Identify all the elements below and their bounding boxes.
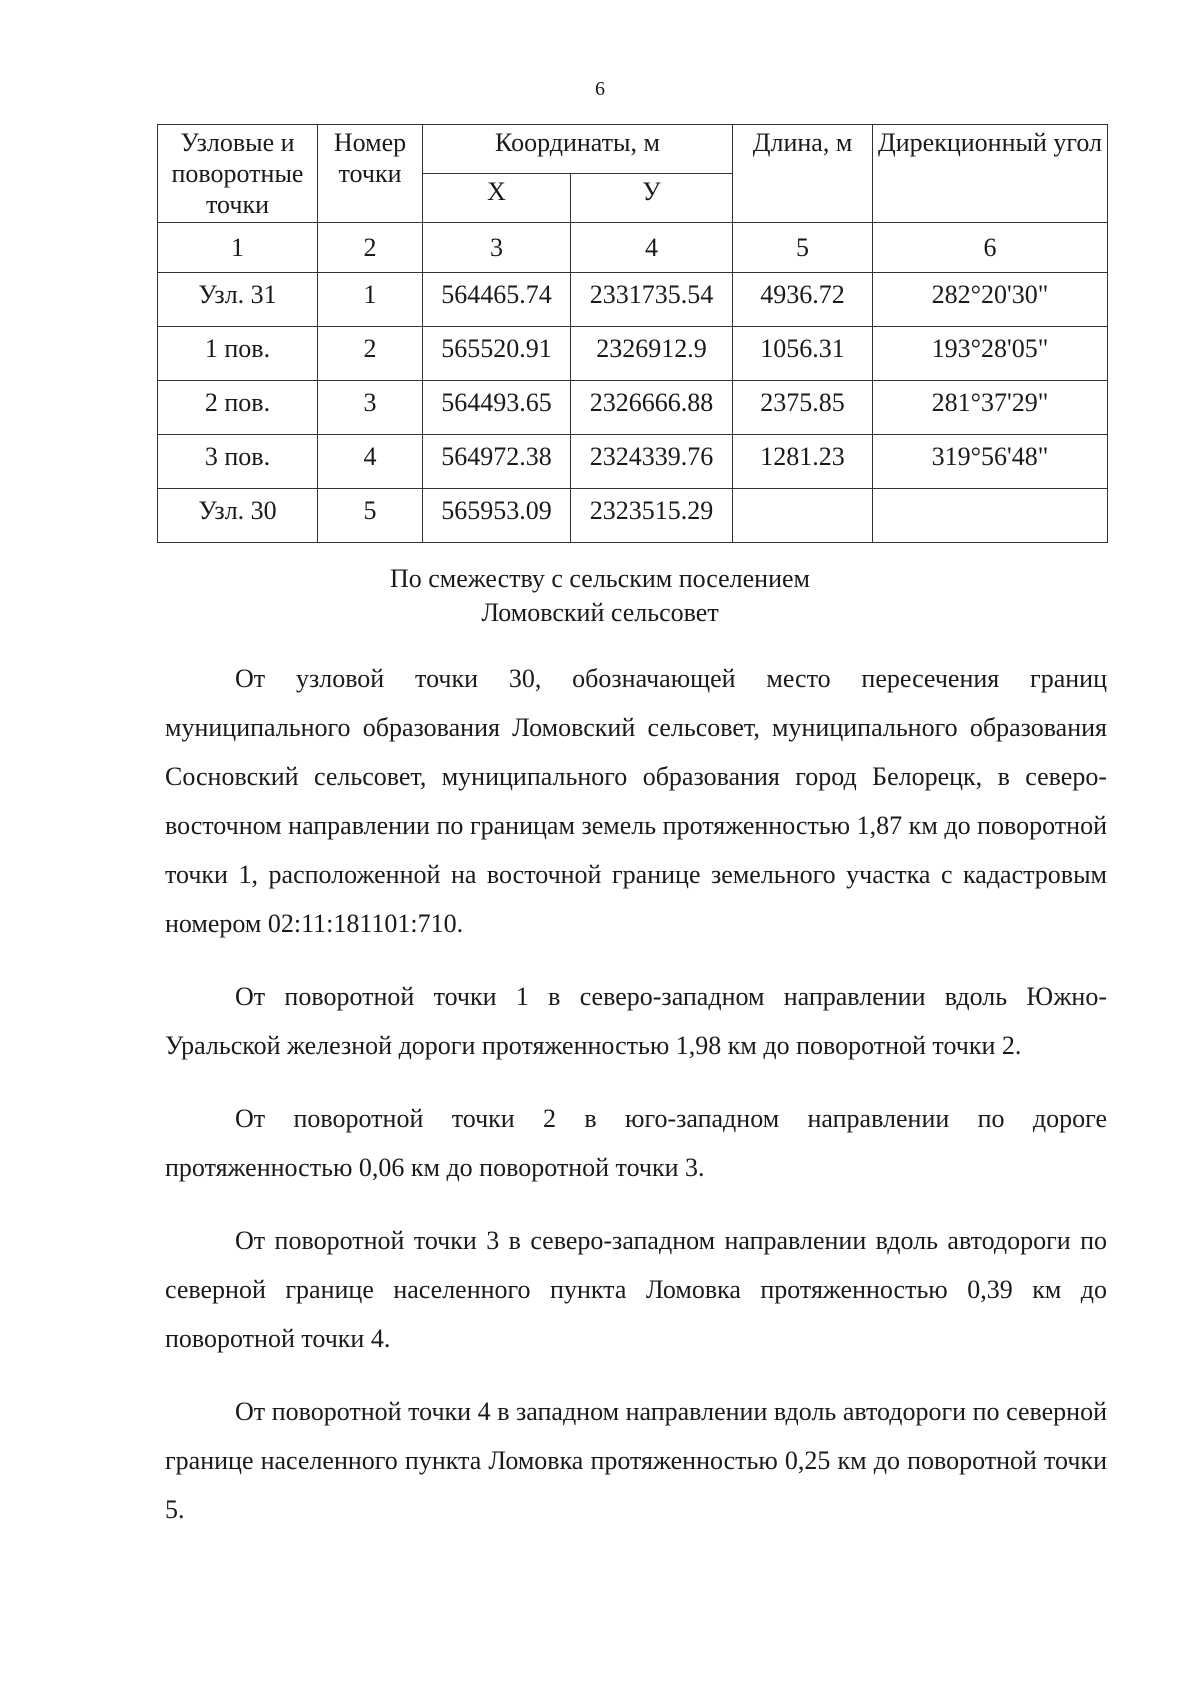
header-x: Х [423,174,571,223]
cell-x: 564493.65 [423,381,571,435]
table-row [158,435,1108,489]
coordinates-table [157,124,1108,543]
header-y: У [571,174,733,223]
cell-angle: 319°56'48" [873,435,1108,489]
column-number: 3 [423,223,571,273]
header-coordinates: Координаты, м [423,125,733,174]
cell-y: 2324339.76 [571,435,733,489]
cell-y: 2331735.54 [571,273,733,327]
cell-length: 1281.23 [733,435,873,489]
cell-y: 2326912.9 [571,327,733,381]
cell-angle [873,489,1108,543]
cell-point: 1 пов. [158,327,318,381]
cell-length: 4936.72 [733,273,873,327]
column-number: 4 [571,223,733,273]
table-row [158,273,1108,327]
section-heading-line: По смежеству с сельским поселением [389,564,810,593]
cell-length [733,489,873,543]
cell-number: 2 [318,327,423,381]
cell-point: 3 пов. [158,435,318,489]
paragraph: От узловой точки 30, обозначающей место пересечения границ муниципального образования Ломовский сельсовет, муниципального образования Сосновский сельсовет, муниципального образования город Белорецк, в северо-восточном направлении по границам земель протяженностью 1,87 км до поворотной точки 1, расположенной на восточной границе земельного участка с кадастровым номером 02:11:181101:710. [165,664,1107,938]
header-direction-angle: Дирекционный угол [873,125,1108,223]
column-number: 2 [318,223,423,273]
cell-length: 1056.31 [733,327,873,381]
column-number-row [158,223,1108,273]
paragraph: От поворотной точки 1 в северо-западном направлении вдоль Южно-Уральской железной дороги протяженностью 1,98 км до поворотной точки 2. [165,982,1107,1060]
cell-x: 564465.74 [423,273,571,327]
cell-point: Узл. 31 [158,273,318,327]
header-node-points: Узловые и поворотные точки [158,125,318,223]
header-length: Длина, м [733,125,873,223]
cell-length: 2375.85 [733,381,873,435]
cell-point: 2 пов. [158,381,318,435]
paragraph: От поворотной точки 2 в юго-западном направлении по дороге протяженностью 0,06 км до поворотной точки 3. [165,1104,1107,1182]
cell-x: 565520.91 [423,327,571,381]
page-number: 6 [595,78,605,100]
cell-number: 3 [318,381,423,435]
paragraph: От поворотной точки 4 в западном направлении вдоль автодороги по северной границе населенного пункта Ломовка протяженностью 0,25 км до поворотной точки 5. [165,1397,1107,1524]
cell-y: 2323515.29 [571,489,733,543]
cell-point: Узл. 30 [158,489,318,543]
cell-number: 1 [318,273,423,327]
column-number: 5 [733,223,873,273]
cell-angle: 193°28'05" [873,327,1108,381]
cell-x: 565953.09 [423,489,571,543]
paragraph: От поворотной точки 3 в северо-западном направлении вдоль автодороги по северной границе населенного пункта Ломовка протяженностью 0,39 км до поворотной точки 4. [165,1226,1107,1353]
column-number: 6 [873,223,1108,273]
cell-x: 564972.38 [423,435,571,489]
table-header-row [158,125,1108,174]
section-heading [0,562,1200,630]
table-row [158,489,1108,543]
column-number: 1 [158,223,318,273]
cell-angle: 282°20'30" [873,273,1108,327]
header-point-number: Номер точки [318,125,423,223]
cell-number: 4 [318,435,423,489]
table-row [158,381,1108,435]
cell-angle: 281°37'29" [873,381,1108,435]
cell-number: 5 [318,489,423,543]
section-heading-line: Ломовский сельсовет [481,598,719,627]
body-text [165,654,1107,1558]
table-row [158,327,1108,381]
cell-y: 2326666.88 [571,381,733,435]
